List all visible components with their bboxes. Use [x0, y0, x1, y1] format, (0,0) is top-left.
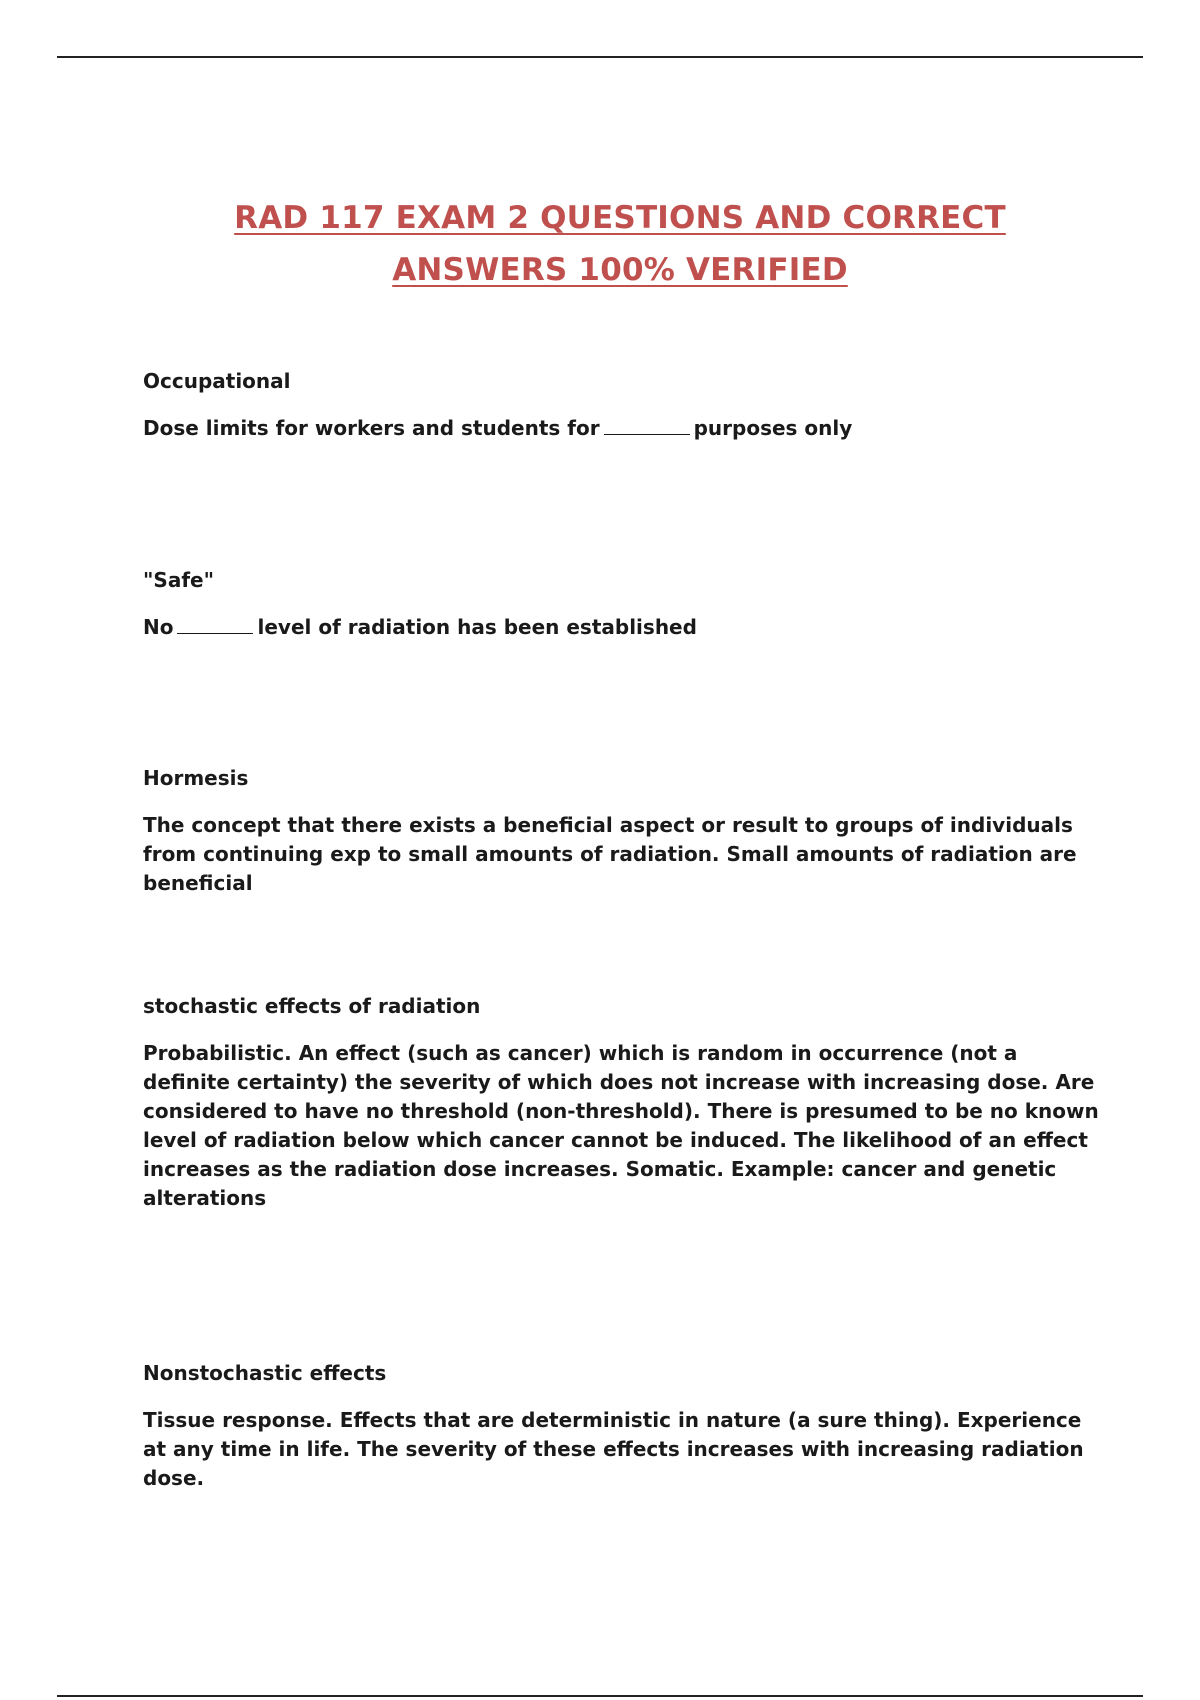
fill-in-blank: [604, 416, 690, 435]
qa-entry-occupational: [143, 366, 1103, 443]
qa-entry-stochastic-effects: [143, 991, 1103, 1213]
entry-term: "Safe": [143, 568, 215, 592]
title-line-2: ANSWERS 100% VERIFIED: [392, 252, 848, 288]
entry-definition: Tissue response. Effects that are deterministic in nature (a sure thing). Experience at any time in life. The severity of these effects increases with increasing radiation dose.: [143, 1408, 1084, 1490]
definition-text-before: Dose limits for workers and students for: [143, 416, 600, 440]
definition-text-after: purposes only: [693, 416, 853, 440]
entry-term: stochastic effects of radiation: [143, 994, 481, 1018]
bottom-rule: [57, 1695, 1143, 1697]
qa-entry-hormesis: [143, 763, 1103, 898]
entry-term: Occupational: [143, 369, 291, 393]
entry-definition: [143, 414, 1103, 443]
definition-text-after: level of radiation has been established: [257, 615, 697, 639]
entry-term: Hormesis: [143, 766, 249, 790]
entry-definition: [143, 613, 1103, 642]
fill-in-blank: [177, 615, 253, 634]
entry-definition: Probabilistic. An effect (such as cancer) which is random in occurrence (not a definite certainty) the severity of which does not increase with increasing dose. Are considered to have no threshold (non-threshold). There is presumed to be no known level of radiation below which cancer cannot be induced. The likelihood of an effect increases as the radiation dose increases. Somatic. Example: cancer and genetic alterations: [143, 1041, 1099, 1210]
entry-term: Nonstochastic effects: [143, 1361, 387, 1385]
document-title: [0, 192, 1200, 296]
entry-definition: The concept that there exists a beneficial aspect or result to groups of individuals from continuing exp to small amounts of radiation. Small amounts of radiation are beneficial: [143, 813, 1077, 895]
qa-entry-nonstochastic-effects: [143, 1358, 1103, 1493]
qa-entry-safe: [143, 565, 1103, 642]
definition-text-before: No: [143, 615, 174, 639]
title-line-1: RAD 117 EXAM 2 QUESTIONS AND CORRECT: [234, 200, 1006, 236]
top-rule: [57, 56, 1143, 58]
